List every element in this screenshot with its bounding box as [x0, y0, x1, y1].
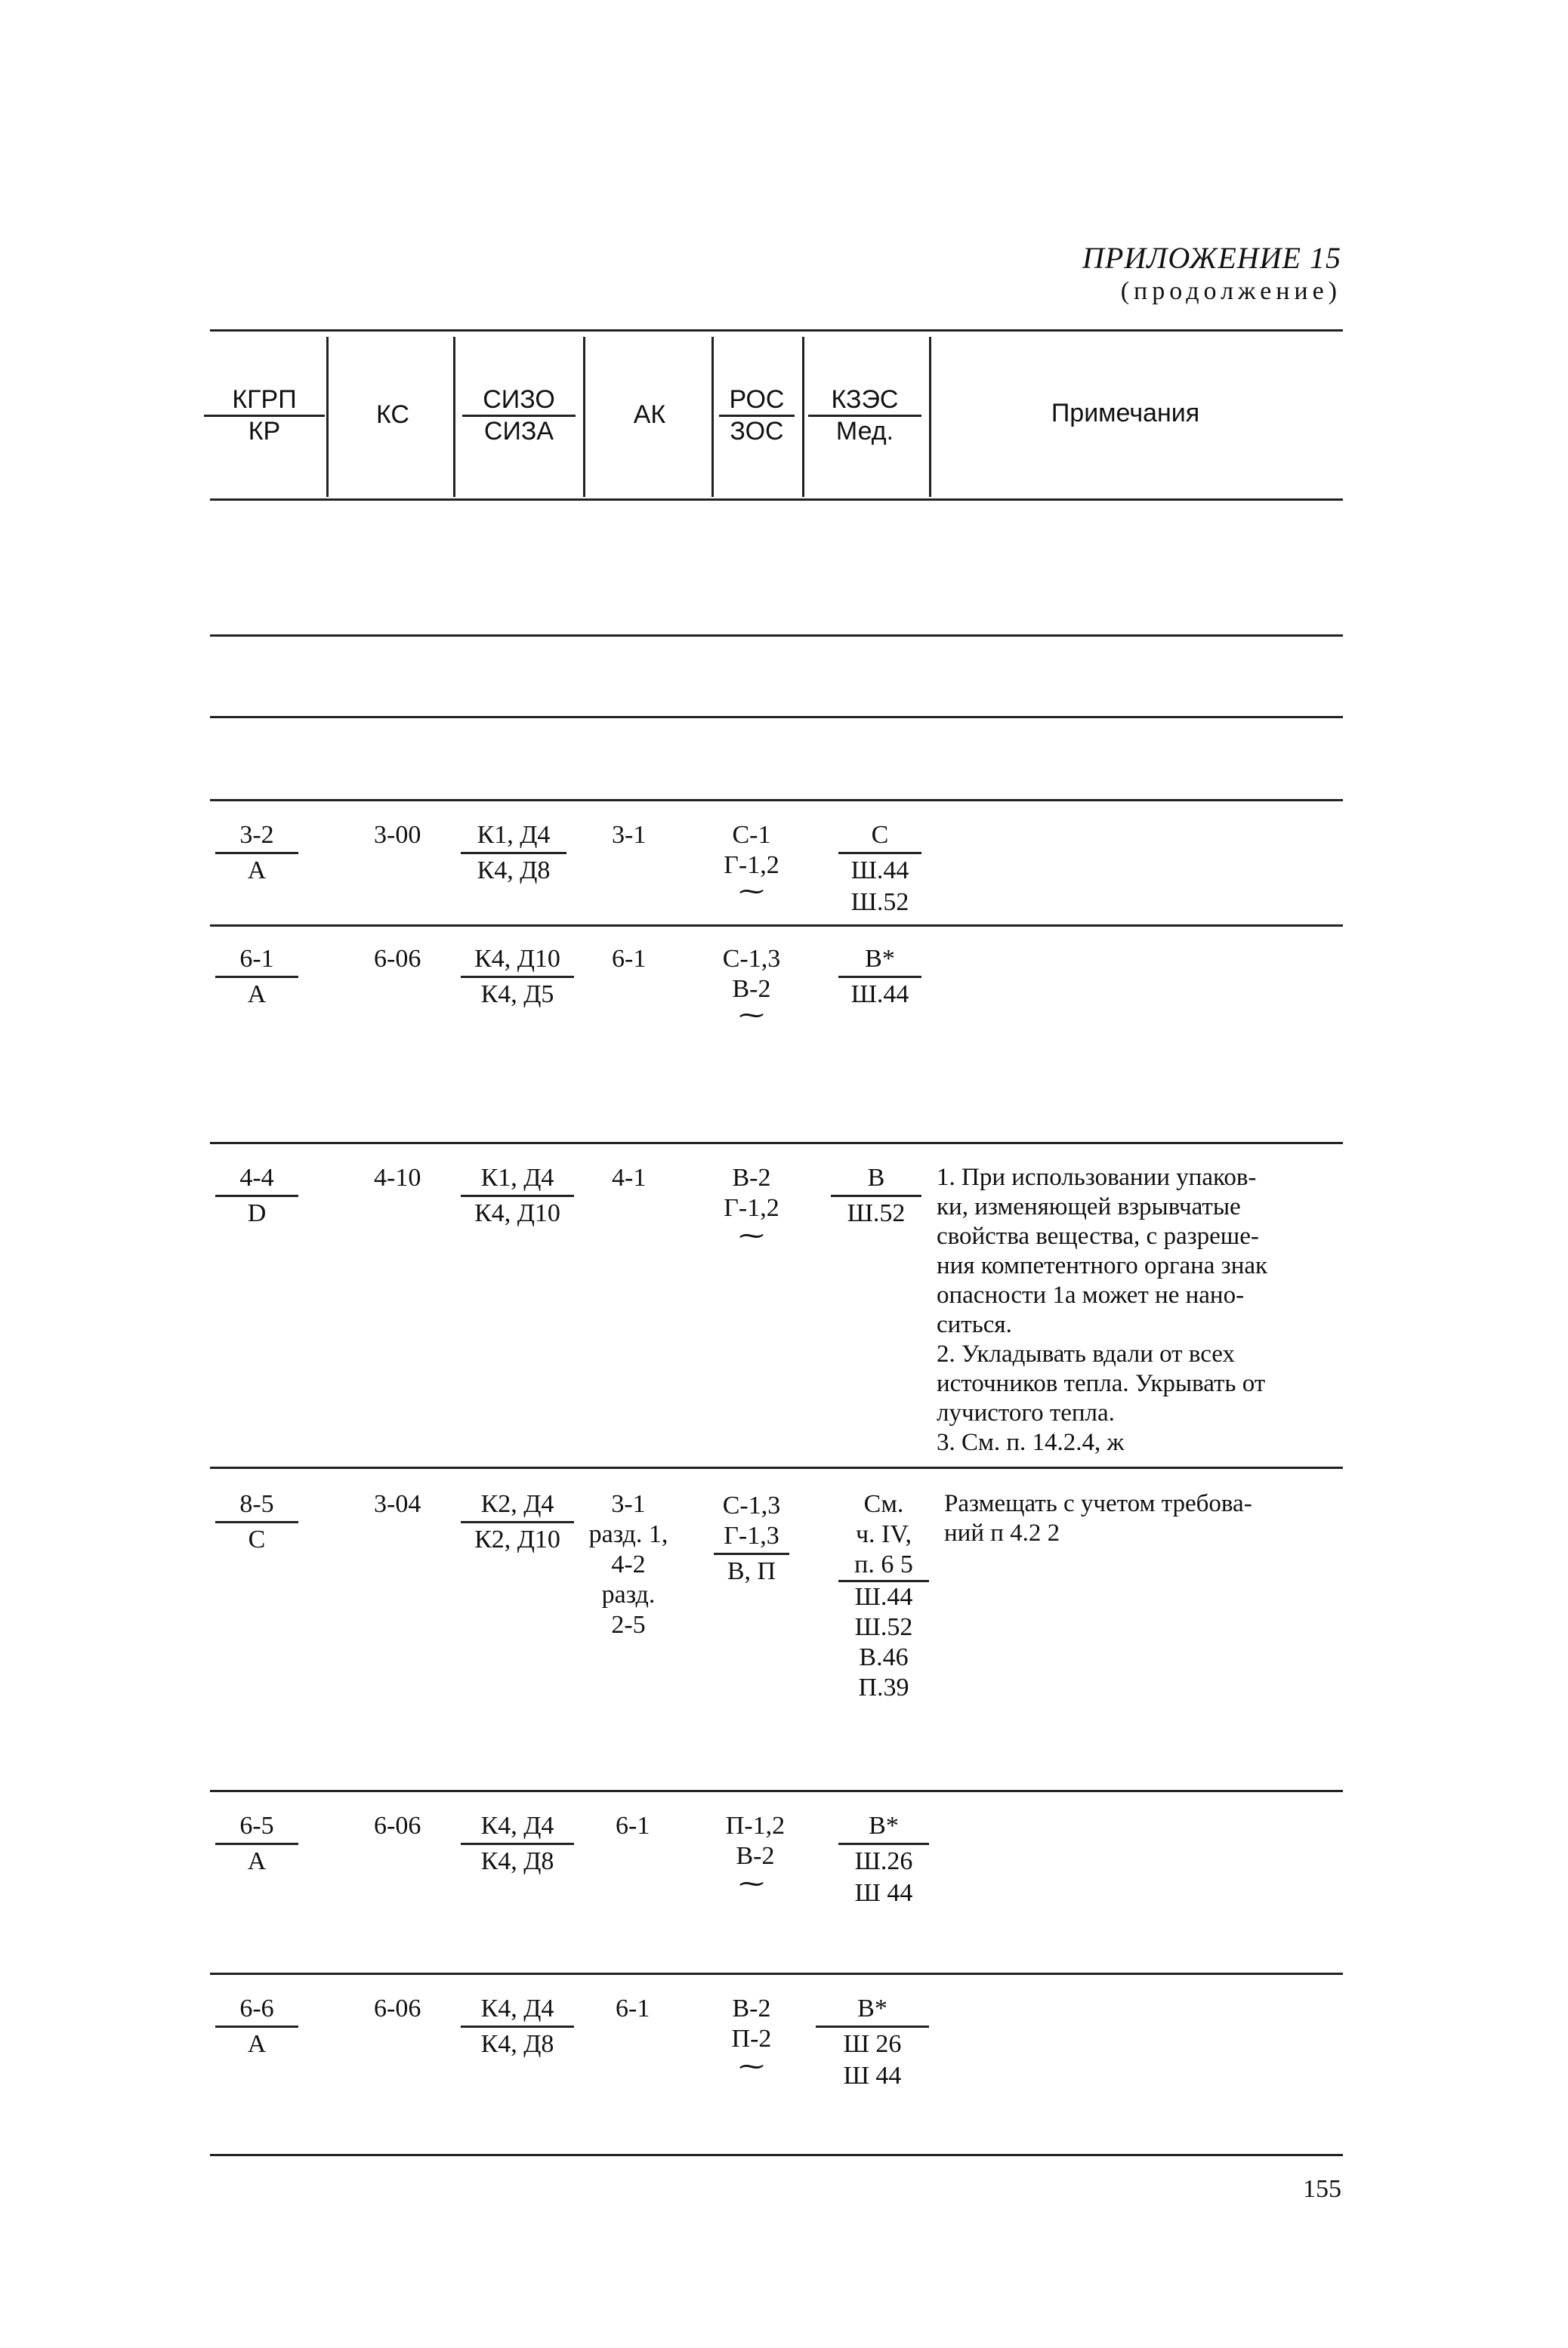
row-notes: Размещать с учетом требова- ний п 4.2 2: [944, 1490, 1252, 1547]
tilde-mark: ⁓: [739, 1870, 764, 1898]
table-row-ks: 6-06: [374, 1812, 421, 1840]
column-divider: [326, 337, 329, 497]
table-row-ak: 4-1: [612, 1164, 647, 1192]
tilde-mark: ⁓: [739, 2053, 764, 2081]
table-header-rule: [210, 498, 1343, 501]
blank-row-rule: [210, 716, 1343, 718]
table-row-kr: 6-5 А: [215, 1811, 298, 1877]
section-rule: [210, 1973, 1343, 1975]
blank-row-rule: [210, 634, 1343, 637]
table-row-ros: С-1 Г-1,2: [724, 821, 779, 879]
table-row-ak: 6-1: [612, 945, 647, 973]
column-divider: [802, 337, 804, 497]
section-rule: [210, 1790, 1343, 1792]
column-divider: [453, 337, 455, 497]
table-bottom-rule: [210, 2154, 1343, 2156]
table-row-kzes: В* Ш 26 Ш 44: [816, 1994, 929, 2091]
table-row-ros: С-1,3 В-2: [722, 945, 781, 1003]
table-row-ks: 3-04: [374, 1490, 421, 1518]
table-row-kzes: В* Ш.26 Ш 44: [838, 1811, 929, 1908]
table-row-sizo: К4, Д10 К4, Д5: [461, 944, 574, 1010]
table-row-ros: В-2 Г-1,2: [724, 1164, 779, 1222]
table-row-ks: 3-00: [374, 821, 421, 849]
column-divider: [929, 337, 931, 497]
table-top-rule: [210, 329, 1343, 332]
column-header-krpi: КГРП КР: [204, 385, 325, 446]
table-row-kzes: С Ш.44 Ш.52: [838, 820, 921, 918]
table-row-sizo: К1, Д4 К4, Д10: [461, 1163, 574, 1229]
table-row-sizo: К2, Д4 К2, Д10: [461, 1489, 574, 1555]
table-row-sizo: К4, Д4 К4, Д8: [461, 1994, 574, 2060]
column-header-kzes: КЗЭС Мед.: [808, 385, 921, 446]
column-header-ak: АК: [633, 400, 666, 429]
column-header-ks: КС: [376, 400, 409, 429]
table-row-kr: $\frac{4-4}{D}$: [215, 1163, 298, 1229]
column-divider: [711, 337, 714, 497]
tilde-mark: ⁓: [739, 1222, 764, 1250]
table-row-kzes: В Ш.52: [831, 1163, 921, 1229]
page-number: 155: [1303, 2175, 1341, 2203]
column-header-sizo: СИЗО СИЗА: [462, 385, 576, 446]
column-header-ros: РОС ЗОС: [719, 385, 795, 446]
table-row-kr: 8-5 С: [215, 1489, 298, 1555]
table-row-ros: С-1,3 Г-1,3 В, П: [714, 1489, 789, 1587]
page-header: [1082, 240, 1341, 306]
table-row-ak: 6-1: [616, 1995, 650, 2022]
appendix-title: ПРИЛОЖЕНИЕ 15: [1082, 241, 1341, 275]
tilde-mark: ⁓: [739, 878, 764, 906]
column-divider: [583, 337, 585, 497]
section-rule: [210, 1467, 1343, 1469]
table-row-kr: 3-2 А: [215, 820, 298, 886]
section-rule: [210, 1142, 1343, 1144]
row-rule: [210, 924, 1343, 927]
table-row-ak: 6-1: [616, 1812, 650, 1840]
table-row-ros: П-1,2 В-2: [725, 1812, 786, 1870]
appendix-subtitle: (продолжение): [1120, 277, 1341, 305]
table-row-kr: 6-1 А: [215, 944, 298, 1010]
table-row-ks: 6-06: [374, 1995, 421, 2022]
table-row-kr: 6-6 А: [215, 1994, 298, 2060]
table-row-sizo: К1, Д4 К4, Д8: [461, 820, 566, 886]
table-row-sizo: К4, Д4 К4, Д8: [461, 1811, 574, 1877]
column-header-notes: Примечания: [1051, 399, 1200, 427]
tilde-mark: ⁓: [739, 1001, 764, 1029]
table-row-ks: 4-10: [374, 1164, 421, 1192]
table-row-ks: 6-06: [374, 945, 421, 973]
table-row-kzes: В* Ш.44: [838, 944, 921, 1010]
table-row-kzes: См. ч. IV, п. 6 5 Ш.44 Ш.52 В.46 П.39: [838, 1489, 929, 1703]
section-rule: [210, 799, 1343, 801]
table-row-ak: 3-1: [612, 821, 647, 849]
table-row-ros: В-2 П-2: [731, 1995, 772, 2053]
table-row-ak: 3-1 разд. 1, 4-2 разд. 2-5: [588, 1490, 668, 1639]
row-notes: 1. При использовании упаков- ки, изменяющей взрывчатые свойства вещества, с разреше- ния компетентного органа знак опасности 1а может не нано- ситься. 2. Укладывать вдали от всех источников тепла. Укрывать от лучистого тепла. 3. См. п. 14.2.4, ж: [937, 1164, 1268, 1456]
